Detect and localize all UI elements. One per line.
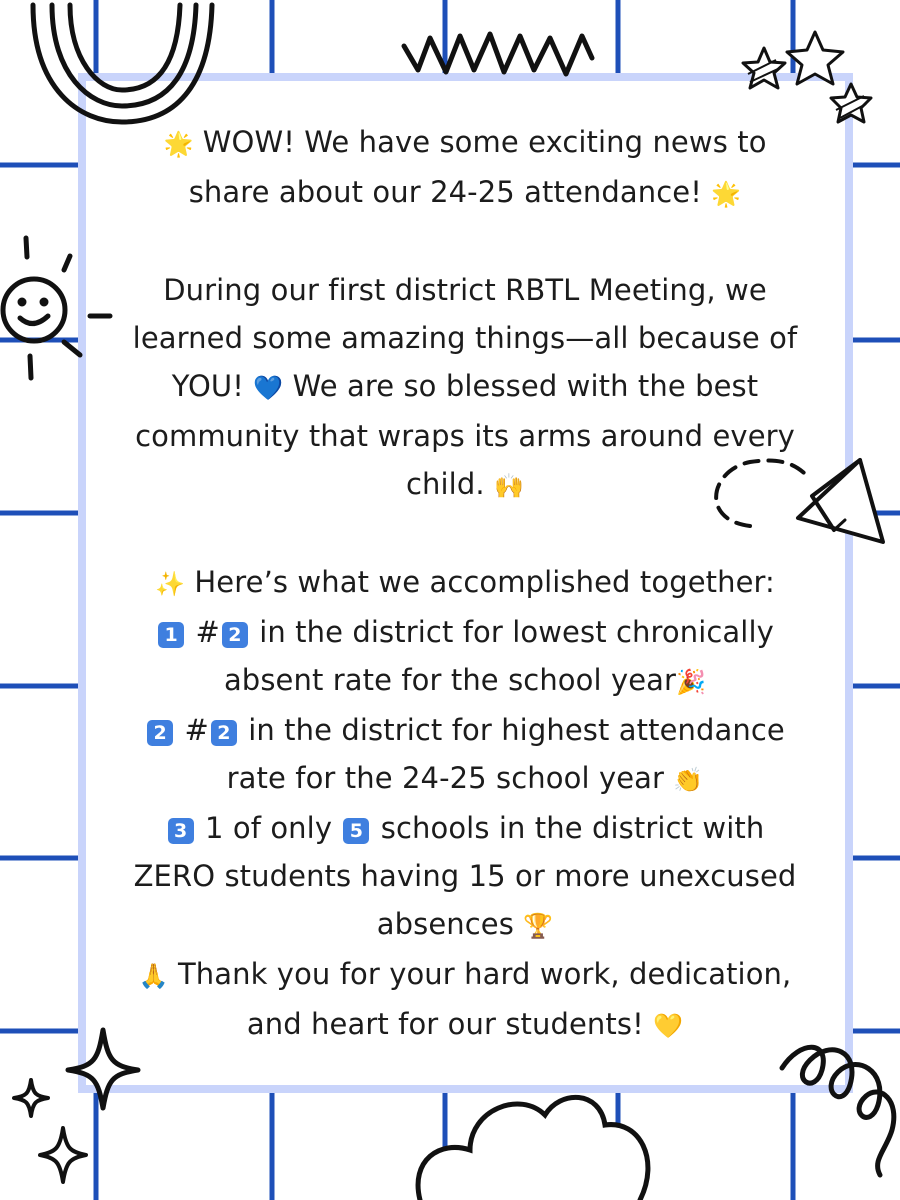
- keycap-2-icon: 2: [222, 622, 248, 648]
- meeting-paragraph: During our first district RBTL Meeting, we learned some amazing things—all because of YOU! 💙 We are so blessed with the best community that wraps its arms around every child. 🙌: [132, 273, 798, 501]
- party-popper-icon: 🎉: [676, 668, 707, 696]
- keycap-3-icon: 3: [168, 818, 194, 844]
- blue-heart-icon: 💙: [253, 374, 284, 402]
- list-item: 2 # 2 in the district for highest attendance: [92, 706, 838, 754]
- keycap-5-icon: 5: [343, 818, 369, 844]
- glowing-star-icon: 🌟: [711, 180, 742, 208]
- headline: 🌟 WOW! We have some exciting news to share about our 24-25 attendance! 🌟: [163, 125, 767, 209]
- keycap-1-icon: 1: [158, 622, 184, 648]
- raised-hands-icon: 🙌: [494, 472, 524, 500]
- folded-hands-icon: 🙏: [138, 962, 169, 990]
- list-item: 3 1 of only 5 schools in the district with: [92, 804, 838, 852]
- clapping-hands-icon: 👏: [673, 766, 704, 794]
- keycap-2-icon: 2: [211, 720, 237, 746]
- glowing-star-icon: 🌟: [163, 130, 194, 158]
- announcement-text: [92, 118, 838, 1050]
- list-item: 1 # 2 in the district for lowest chronically: [92, 608, 838, 656]
- sparkles-icon: ✨: [155, 570, 186, 598]
- trophy-icon: 🏆: [523, 912, 554, 940]
- yellow-heart-icon: 💛: [653, 1012, 684, 1040]
- accomplishments-list: ✨ Here’s what we accomplished together: 1 # 2 in the district for lowest chronically absent rate for the school year🎉 2 # 2 in the district for highest attendance rate for the 24-25 school year 👏 3 1 of only 5 schools in the district with ZERO students having 15 or more unexcused absences 🏆 🙏 Thank you for your hard work, dedication, and heart for our students! 💛: [92, 558, 838, 1050]
- keycap-2-icon: 2: [147, 720, 173, 746]
